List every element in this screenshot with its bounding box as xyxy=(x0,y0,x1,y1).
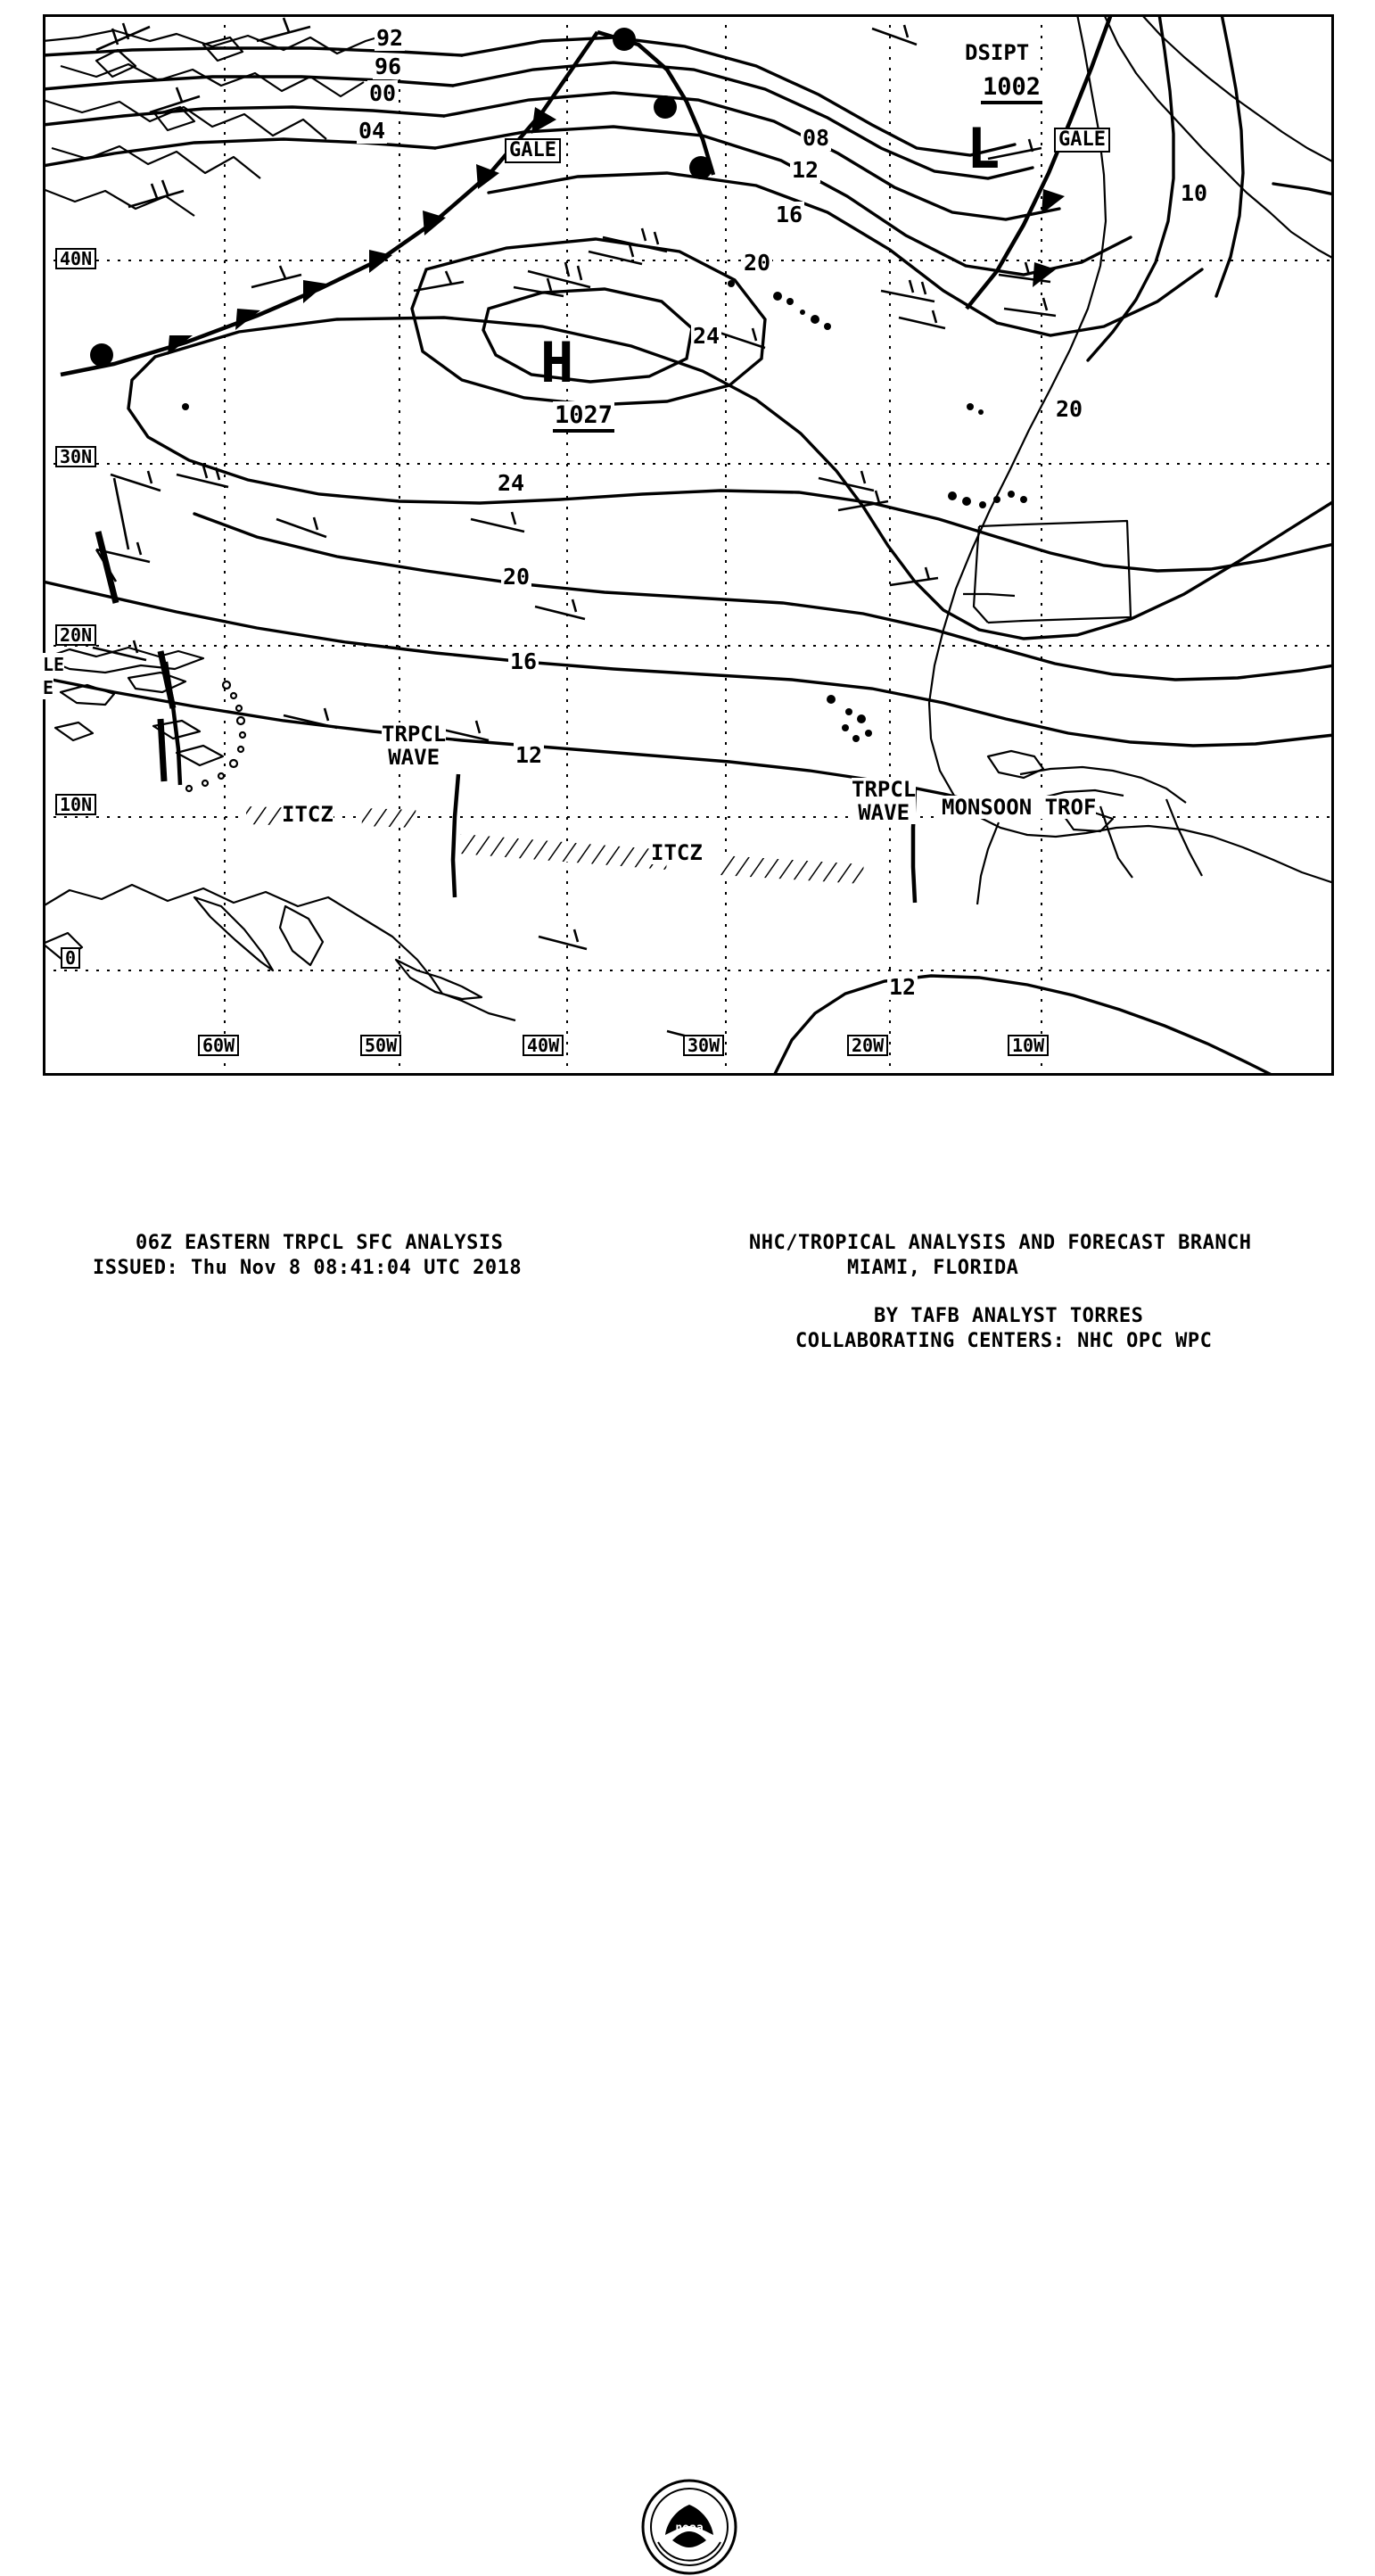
lat-label-30n: 30N xyxy=(55,446,96,467)
isobar-label-1020-north: 20 xyxy=(744,250,771,276)
footer-agency-line1: NHC/TROPICAL ANALYSIS AND FORECAST BRANCH xyxy=(749,1232,1252,1254)
tropical-wave-label-east: TRPCL WAVE xyxy=(852,777,917,825)
lon-label-40w: 40W xyxy=(523,1035,564,1056)
itcz-bands xyxy=(246,815,863,874)
lat-label-0: 0 xyxy=(61,947,80,969)
footer-issued-line: ISSUED: Thu Nov 8 08:41:04 UTC 2018 xyxy=(93,1257,523,1279)
lat-label-10n: 10N xyxy=(55,794,96,815)
lon-label-20w: 20W xyxy=(847,1035,888,1056)
lon-label-50w: 50W xyxy=(360,1035,401,1056)
low-pressure-value: 1002 xyxy=(981,73,1042,104)
itcz-label-center: ITCZ xyxy=(651,840,703,865)
isobar-label-1000: 00 xyxy=(369,80,397,106)
isobar-label-1012-far-south: 12 xyxy=(889,974,917,1000)
coastlines xyxy=(43,14,1334,1020)
chart-footer xyxy=(0,1231,1375,2535)
coast-label-e: E xyxy=(43,677,54,698)
noaa-logo xyxy=(640,2478,738,2576)
isobar-label-1012-north: 12 xyxy=(792,157,819,183)
gale-warning-east: GALE xyxy=(1054,128,1110,153)
isobar-label-1024-north: 24 xyxy=(693,323,720,349)
isobar-label-0996: 96 xyxy=(375,54,402,79)
isobar-label-1016-south: 16 xyxy=(510,648,538,674)
isobar-label-1008: 08 xyxy=(803,125,830,151)
footer-agency-line2: MIAMI, FLORIDA xyxy=(847,1257,1019,1279)
isobar-label-1020-east: 20 xyxy=(1056,396,1083,422)
gale-warning-west: GALE xyxy=(505,138,561,163)
lat-lon-grid xyxy=(43,14,1334,1076)
map-canvas xyxy=(43,14,1334,1076)
itcz-label-west: ITCZ xyxy=(282,802,333,827)
isobar-label-1016-north: 16 xyxy=(776,202,803,227)
lon-label-60w: 60W xyxy=(198,1035,239,1056)
tropical-wave-label-west: TRPCL WAVE xyxy=(382,722,447,770)
footer-product-title: 06Z EASTERN TRPCL SFC ANALYSIS xyxy=(136,1232,504,1254)
footer-analyst-line: BY TAFB ANALYST TORRES xyxy=(874,1305,1144,1327)
lat-label-20n: 20N xyxy=(55,624,96,646)
high-pressure-symbol: H xyxy=(540,330,574,395)
isobar-label-1004: 04 xyxy=(358,118,386,144)
lon-label-10w: 10W xyxy=(1008,1035,1049,1056)
low-pressure-symbol: L xyxy=(967,116,1000,181)
isobar-label-1010-edge: 10 xyxy=(1181,180,1208,206)
lon-label-30w: 30W xyxy=(683,1035,724,1056)
noaa-logo-text: noaa xyxy=(675,2522,704,2535)
isobar-label-1012-south: 12 xyxy=(515,742,543,768)
lat-label-40n: 40N xyxy=(55,248,96,269)
isobar-contours xyxy=(43,14,1334,1076)
isobar-label-0992: 92 xyxy=(376,25,404,51)
footer-collab-line: COLLABORATING CENTERS: NHC OPC WPC xyxy=(795,1330,1213,1352)
isobar-label-1020-south: 20 xyxy=(503,564,531,590)
isobar-label-1024-south: 24 xyxy=(498,470,525,496)
high-pressure-value: 1027 xyxy=(553,401,614,433)
dsipt-label: DSIPT xyxy=(965,40,1030,65)
monsoon-trough-label: MONSOON TROF xyxy=(942,795,1097,820)
coast-label-le: LE xyxy=(43,654,65,675)
